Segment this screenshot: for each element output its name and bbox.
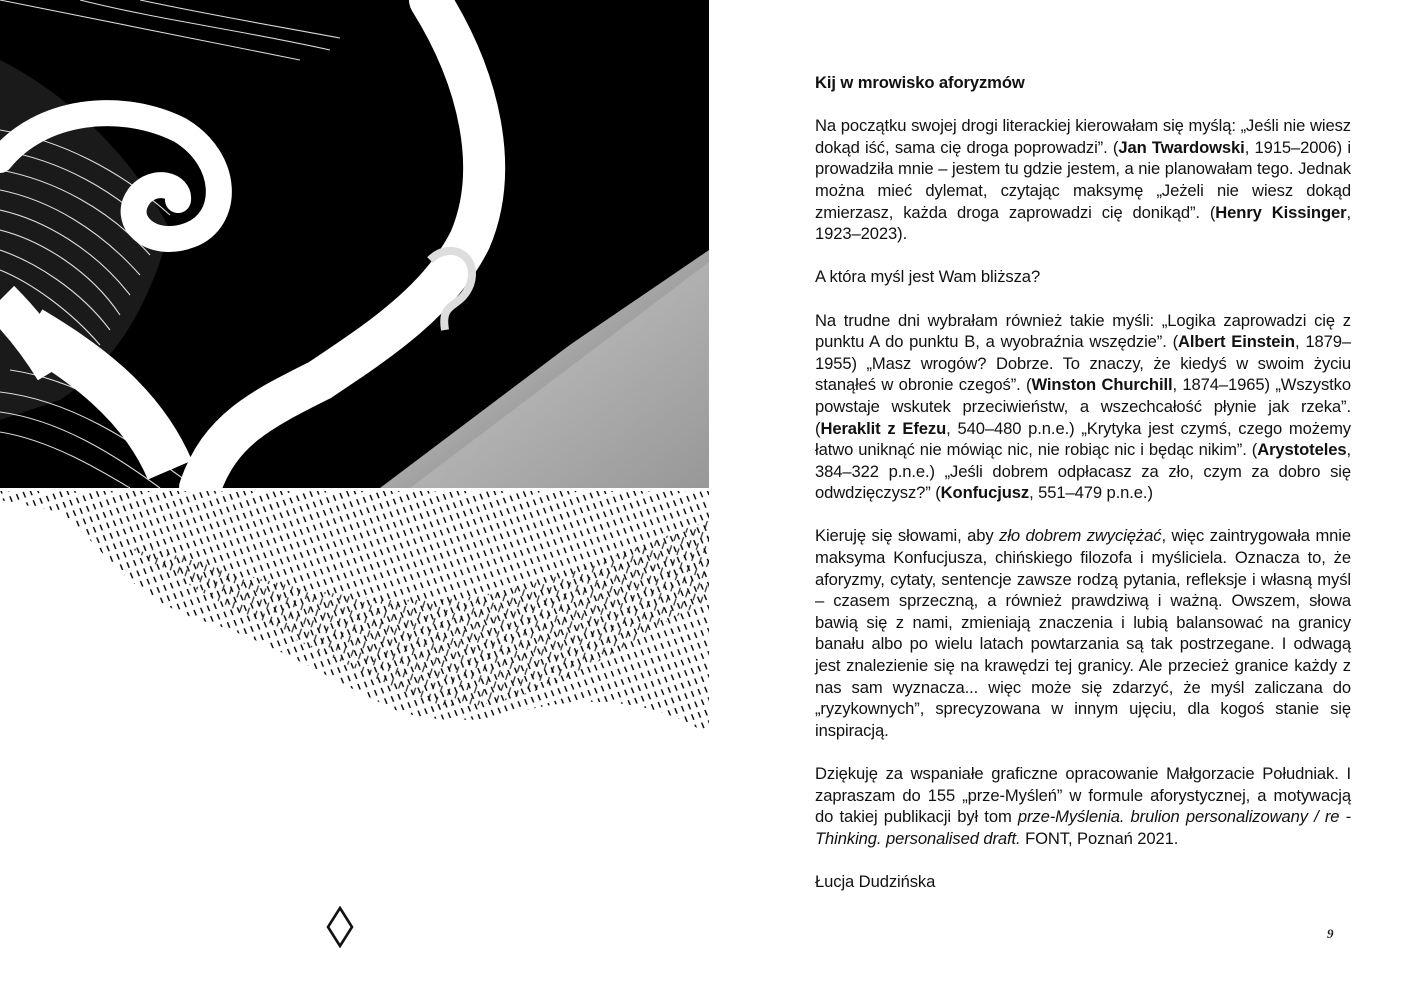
paragraph-4-text: , więc zaintrygowała mnie maksyma Konfucjusza, chińskiego filozofa i myśliciela. Oznacza to, że aforyzmy, cytaty, sentencje zawsze rodzą pytania, refleksje i własną myśl – czasem sprzeczną, a również prawdziwą i ważną. Owszem, słowa bawią się z nami, zmieniają znaczenia i lubią balansować na granicy banału albo po wielu latach powtarzania są tak postrzegane. I odwagą jest znalezienie się na krawędzi tej granicy. Ale przecież granice każdy z nas sam wyznacza... więc może się zdarzyć, że myśl zaliczana do „ryzykownych”, sprecyzowana w innym ujęciu, dla kogoś stanie się inspiracją. — [815, 526, 1352, 740]
author-name: Albert Einstein — [1178, 332, 1295, 352]
paragraph-1 — [815, 115, 1351, 245]
page-number: 9 — [1327, 926, 1334, 941]
paragraph-4 — [815, 525, 1351, 741]
page-title: Kij w mrowisko aforyzmów — [815, 73, 1025, 92]
paragraph-4-text: Kieruję się słowami, aby — [815, 526, 1000, 546]
author-name: Arystoteles — [1257, 440, 1347, 460]
paragraph-1-text: Na początku swojej drogi literackiej kierowałam się myślą: „Jeśli nie wiesz dokąd iść, sama cię droga poprowadzi”. ( — [815, 116, 1351, 157]
right-page-text — [709, 0, 1417, 1004]
paragraph-5 — [815, 763, 1351, 849]
author-name: Jan Twardowski — [1118, 137, 1245, 157]
author-name: Heraklit z Efezu — [820, 418, 947, 438]
author-name: Konfucjusz — [940, 483, 1030, 503]
author-name: Henry Kissinger — [1215, 202, 1347, 222]
paragraph-1-text: , 1923–2023). — [815, 202, 1351, 244]
paragraph-5-text: FONT, Poznań 2021. — [1020, 828, 1179, 848]
paragraph-3-text: , 1874–1965) „Wszystko powstaje wskutek przeciwieństw, a wszechcałość płynie jak rzeka”. ( — [815, 375, 1351, 438]
paragraph-3 — [815, 310, 1351, 504]
paragraph-3-text: , 540–480 p.n.e.) „Krytyka jest czymś, czego możemy łatwo uniknąć nie mówiąc nic, nie robiąc nic i będąc nikim”. ( — [815, 418, 1351, 460]
paragraph-3-text: , 384–322 p.n.e.) „Jeśli dobrem odpłacasz za zło, czym za dobro się odwdzięczysz?” ( — [815, 440, 1351, 503]
author-signature: Łucja Dudzińska — [815, 871, 936, 891]
paragraph-3-text: , 551–479 p.n.e.) — [1029, 483, 1153, 503]
paragraph-2: A która myśl jest Wam bliższa? — [815, 267, 1041, 287]
paragraph-1-text: , 1915–2006) i prowadziła mnie – jestem tu gdzie jestem, a nie planowałam tego. Jednak można mieć dylemat, czytając maksymę „Jeżeli nie wiesz dokąd zmierzasz, każda droga zaprowadzi cię donikąd”. ( — [815, 137, 1351, 222]
paragraph-3-text: Na trudne dni wybrałam również takie myśli: „Logika zaprowadzi cię z punktu A do punktu B, a wyobraźnia wszędzie”. ( — [815, 310, 1351, 352]
book-title: prze-Myślenia. brulion personalizowany / re -Thinking. personalised draft. — [815, 807, 1351, 848]
paragraph-3-text: , 1879–1955) „Masz wrogów? Dobrze. To znaczy, że kiedyś w swoim życiu stanąłeś w obronie czegoś”. ( — [815, 332, 1351, 395]
diamond-ornament-icon — [326, 906, 354, 948]
author-name: Winston Churchill — [1031, 375, 1173, 395]
paragraph-5-text: Dziękuję za wspaniałe graficzne opracowanie Małgorzacie Południak. I zapraszam do 155 „prze-Myśleń” w formule aforystycznej, a motywacją do takiej publikacji był tom — [815, 764, 1351, 827]
abstract-photogram-artwork — [0, 0, 709, 740]
text-column — [815, 72, 1351, 914]
emphasis-text: zło dobrem zwyciężać — [999, 526, 1162, 546]
